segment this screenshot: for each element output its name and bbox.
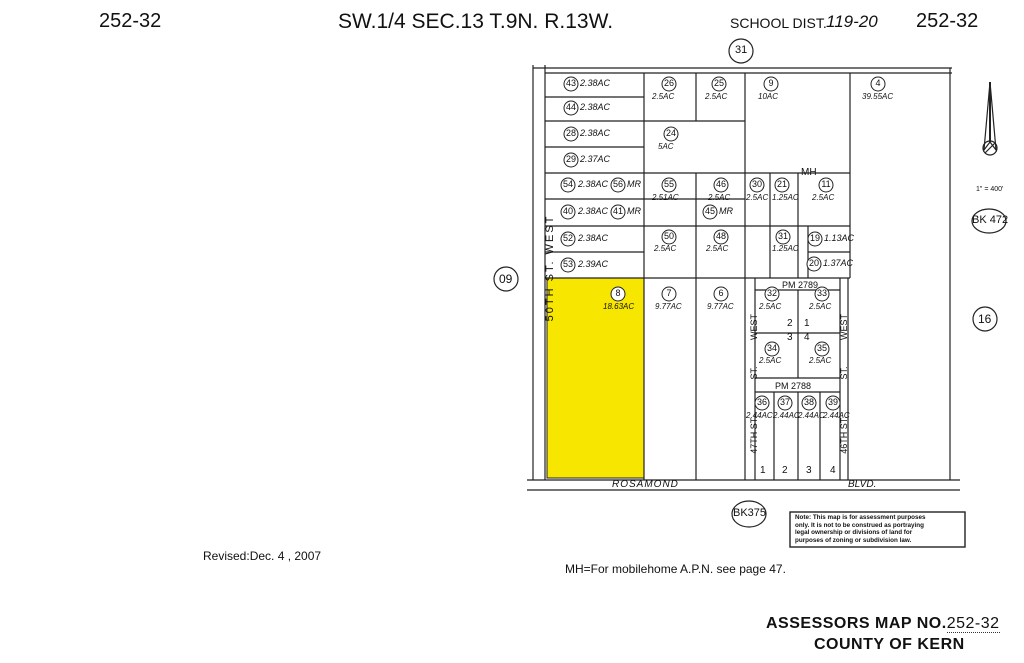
pm-2789-label: PM 2789: [782, 280, 819, 290]
parcel-area-28: 2.38AC: [580, 128, 611, 138]
parcel-area-25: 2.5AC: [705, 92, 728, 101]
parcel-number-39[interactable]: 39: [827, 397, 838, 407]
parcel-number-44[interactable]: 44: [565, 102, 576, 112]
parcel-area-39: 2.44AC: [823, 411, 850, 420]
street-blvd: BLVD.: [848, 479, 877, 490]
parcel-number-35[interactable]: 35: [816, 343, 827, 353]
ref-east[interactable]: 16: [978, 312, 992, 326]
parcel-number-28[interactable]: 28: [565, 128, 576, 138]
parcel-area-48: 2.5AC: [706, 244, 729, 253]
parcel-number-53[interactable]: 53: [562, 259, 573, 269]
parcel-number-50[interactable]: 50: [663, 231, 674, 241]
parcel-area-30: 2.5AC: [746, 193, 769, 202]
parcel-area-40: 2.38AC: [578, 206, 609, 216]
parcel-number-24[interactable]: 24: [665, 128, 676, 138]
parcel-number-31[interactable]: 31: [777, 231, 788, 241]
block-number: 3: [787, 332, 793, 343]
block-number: 1: [804, 318, 810, 329]
parcel-number-55[interactable]: 55: [663, 179, 674, 189]
parcel-area-50: 2.5AC: [654, 244, 677, 253]
ref-bk-375[interactable]: BK375: [733, 507, 767, 519]
parcel-area-52: 2.38AC: [578, 233, 609, 243]
parcel-area-26: 2.5AC: [652, 92, 675, 101]
street-st-b: ST.: [839, 366, 849, 380]
lot-number: 4: [830, 465, 836, 476]
street-47th: 47TH ST.: [749, 416, 759, 454]
parcel-area-9: 10AC: [758, 92, 779, 101]
parcel-area-11: 2.5AC: [812, 193, 835, 202]
parcel-number-8[interactable]: 8: [615, 288, 621, 298]
assessors-map-label: [766, 615, 1000, 633]
street-st-a: ST.: [749, 366, 759, 380]
county-label: COUNTY OF KERN: [814, 636, 965, 653]
block-number: 2: [787, 318, 793, 329]
parcel-area-56: MR: [627, 179, 641, 189]
parcel-number-48[interactable]: 48: [715, 231, 726, 241]
parcel-area-36: 2.44AC: [746, 411, 773, 420]
street-west-a: WEST: [749, 314, 759, 340]
parcel-area-44: 2.38AC: [580, 102, 611, 112]
school-dist-label: SCHOOL DIST.: [730, 15, 827, 31]
parcel-area-55: 2.51AC: [652, 193, 679, 202]
assessors-label: ASSESSORS MAP NO.: [766, 615, 947, 632]
parcel-number-20[interactable]: 20: [808, 258, 819, 268]
mh-note: MH=For mobilehome A.P.N. see page 47.: [565, 562, 786, 576]
revised-date: Revised:Dec. 4 , 2007: [203, 549, 322, 563]
parcel-area-7: 9.77AC: [655, 302, 682, 311]
parcel-number-21[interactable]: 21: [776, 179, 787, 189]
ref-bk-472[interactable]: BK 472: [972, 214, 1009, 226]
map-number-right: 252-32: [916, 10, 979, 32]
section-title: SW.1/4 SEC.13 T.9N. R.13W.: [338, 10, 614, 33]
parcel-number-11[interactable]: 11: [821, 179, 831, 189]
parcel-area-33: 2.5AC: [809, 302, 832, 311]
map-number-left: 252-32: [99, 10, 162, 32]
parcel-number-7[interactable]: 7: [666, 288, 672, 298]
mh-label: MH: [801, 167, 817, 178]
parcel-number-43[interactable]: 43: [565, 78, 576, 88]
parcel-number-38[interactable]: 38: [803, 397, 814, 407]
parcel-area-54: 2.38AC: [578, 179, 609, 189]
parcel-area-24: 5AC: [658, 142, 674, 151]
lot-number: 1: [760, 465, 766, 476]
parcel-number-34[interactable]: 34: [766, 343, 777, 353]
parcel-area-29: 2.37AC: [580, 154, 611, 164]
school-dist-value: 119-20: [826, 12, 878, 31]
parcel-area-35: 2.5AC: [809, 356, 832, 365]
parcel-number-56[interactable]: 56: [612, 179, 623, 189]
parcel-area-31: 1.25AC: [772, 244, 799, 253]
parcel-number-54[interactable]: 54: [562, 179, 573, 189]
north-arrow-icon: [983, 82, 997, 155]
street-rosamond: ROSAMOND: [612, 479, 679, 490]
parcel-area-45: MR: [719, 206, 733, 216]
parcel-area-34: 2.5AC: [759, 356, 782, 365]
parcel-number-45[interactable]: 45: [704, 206, 715, 216]
note-text: Note: This map is for assessment purposes only. It is not to be construed as portraying legal ownership or divisions of land for purposes of zoning or subdivision law.: [795, 514, 926, 544]
lot-number: 3: [806, 465, 812, 476]
parcel-area-8: 18.63AC: [603, 302, 635, 311]
parcel-area-38: 2.44AC: [798, 411, 825, 420]
street-46th: 46TH ST.: [839, 416, 849, 454]
lot-number: 2: [782, 465, 788, 476]
assessors-number: 252-32: [946, 615, 1000, 632]
block-number: 4: [804, 332, 810, 343]
scale-label: 1" = 400': [976, 186, 1004, 193]
parcel-number-41[interactable]: 41: [612, 206, 623, 216]
parcel-area-19: 1.13AC: [824, 233, 855, 243]
street-west-b: WEST: [839, 314, 849, 340]
parcel-number-9[interactable]: 9: [768, 78, 774, 88]
parcel-area-20: 1.37AC: [823, 258, 854, 268]
parcel-number-4[interactable]: 4: [875, 78, 881, 88]
street-50th-west: 50TH ST. WEST: [544, 214, 556, 322]
parcel-number-6[interactable]: 6: [718, 288, 724, 298]
ref-north[interactable]: 31: [735, 44, 748, 56]
ref-west[interactable]: 09: [499, 272, 513, 286]
parcel-number-52[interactable]: 52: [562, 233, 573, 243]
parcel-number-26[interactable]: 26: [663, 78, 674, 88]
parcel-number-40[interactable]: 40: [562, 206, 573, 216]
parcel-area-6: 9.77AC: [707, 302, 734, 311]
parcel-area-53: 2.39AC: [578, 259, 609, 269]
parcel-number-19[interactable]: 19: [809, 233, 820, 243]
parcel-area-21: 1.25AC: [772, 193, 799, 202]
parcel-area-4: 39.55AC: [862, 92, 894, 101]
parcel-area-37: 2.44AC: [773, 411, 800, 420]
pm-2788-label: PM 2788: [775, 381, 812, 391]
parcel-number-36[interactable]: 36: [756, 397, 767, 407]
parcel-number-25[interactable]: 25: [713, 78, 724, 88]
parcel-area-41: MR: [627, 206, 641, 216]
parcel-area-43: 2.38AC: [580, 78, 611, 88]
parcel-number-33[interactable]: 33: [816, 288, 827, 298]
parcel-number-46[interactable]: 46: [715, 179, 726, 189]
parcel-number-32[interactable]: 32: [766, 288, 777, 298]
parcel-number-37[interactable]: 37: [779, 397, 790, 407]
parcel-area-46: 2.5AC: [708, 193, 731, 202]
parcel-number-29[interactable]: 29: [565, 154, 576, 164]
parcel-number-30[interactable]: 30: [751, 179, 762, 189]
parcel-area-32: 2.5AC: [759, 302, 782, 311]
